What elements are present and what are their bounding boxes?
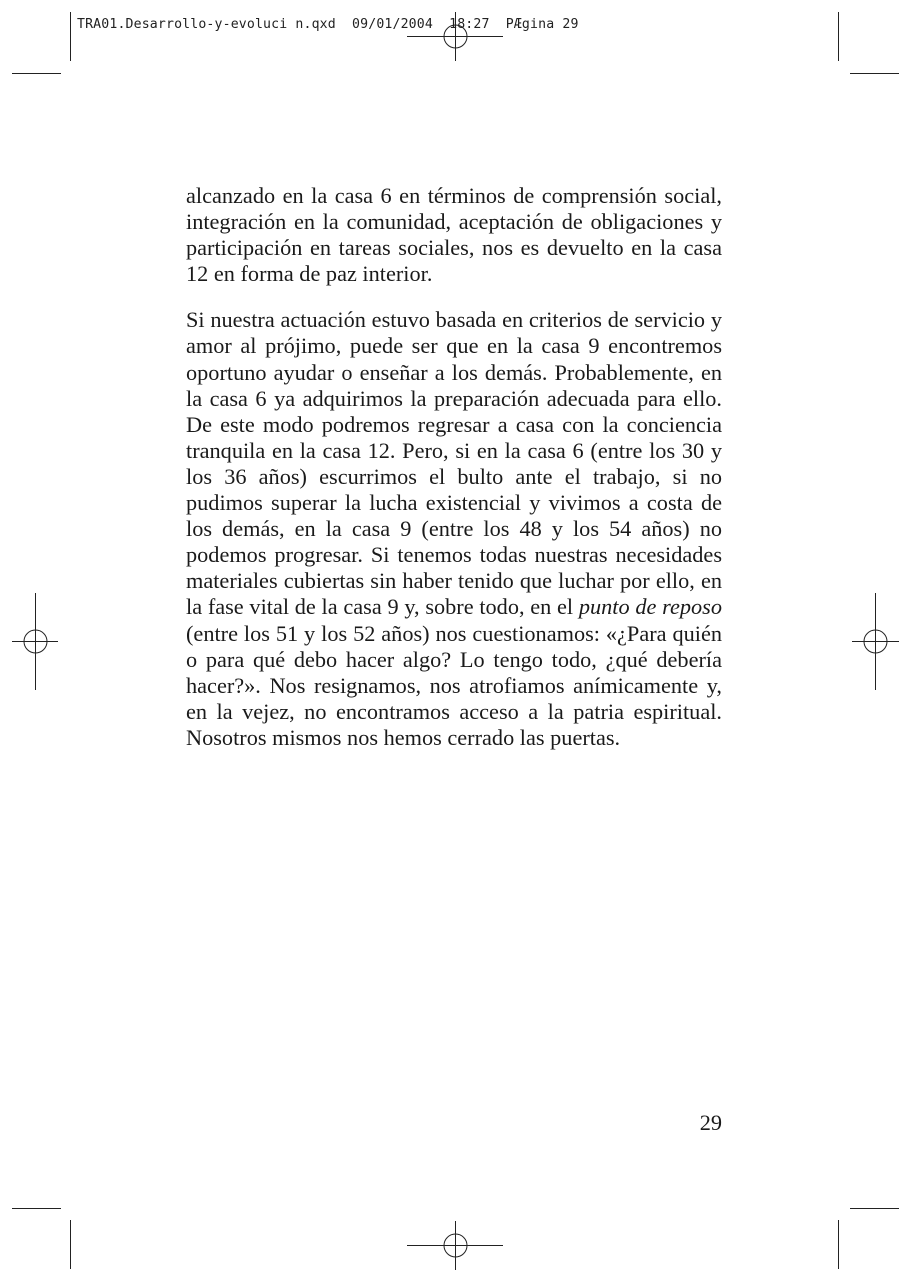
- paragraph-1: [186, 183, 722, 287]
- paragraph-2-text-before: Si nuestra actuación estuvo basada en criterios de servicio y amor al prójimo, puede ser que en la casa 9 encontremos oportuno ayudar o enseñar a los demás. Probablemente, en la casa 6 ya adquirimos la preparación adecuada para ello. De este modo podremos regresar a casa con la conciencia tranquila en la casa 12. Pero, si en la casa 6 (entre los 30 y los 36 años) escurrimos el bulto ante el trabajo, si no pudimos superar la lucha existencial y vivimos a costa de los demás, en la casa 9 (entre los 48 y los 54 años) no podemos progresar. Si tenemos todas nuestras necesidades materiales cubiertas sin haber tenido que luchar por ello, en la fase vital de la casa 9 y, sobre todo, en el: [186, 307, 722, 620]
- page-number: 29: [699, 1110, 722, 1135]
- registration-mark-right: [852, 593, 899, 690]
- registration-mark-left: [12, 593, 58, 690]
- registration-mark-bottom: [407, 1221, 503, 1270]
- italic-term: punto de reposo: [578, 594, 723, 620]
- paragraph-1-text: alcanzado en la casa 6 en términos de comprensión social, integración en la comunidad, aceptación de obligaciones y participación en tareas sociales, nos es devuelto en la casa 12 en forma de paz interior.: [186, 183, 722, 287]
- printer-slug-line: TRA01.Desarrollo-y-evoluci n.qxd 09/01/2004 18:27 PÆgina 29: [77, 17, 579, 32]
- body-text: [186, 183, 722, 751]
- paragraph-2-text-after: (entre los 51 y los 52 años) nos cuestionamos: «¿Para quién o para qué debo hacer algo? Lo tengo todo, ¿qué debería hacer?». Nos resignamos, nos atrofiamos anímicamente y, en la vejez, no encontramos acceso a la patria espiritual. Nosotros mismos nos hemos cerrado las puertas.: [186, 620, 722, 750]
- paragraph-2: [186, 307, 722, 751]
